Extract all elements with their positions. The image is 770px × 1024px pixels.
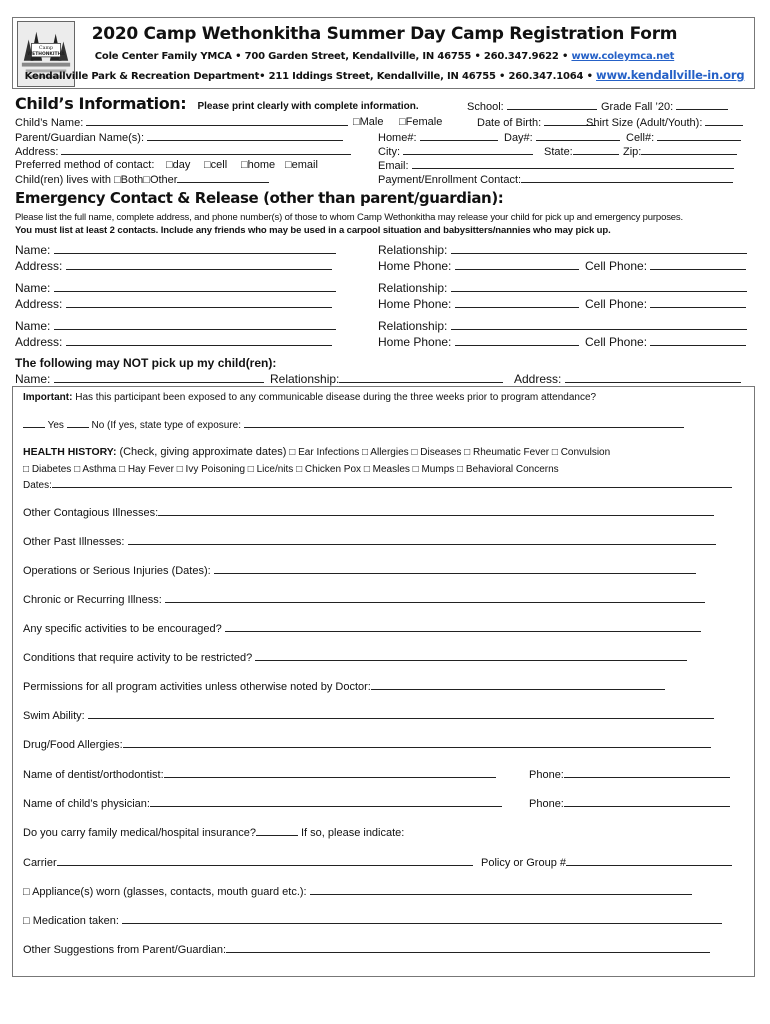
contact-2-cell-phone[interactable]: Cell Phone: (585, 298, 746, 311)
contact-2-name[interactable]: Name: (15, 282, 336, 295)
child-info-note: Please print clearly with complete information. (197, 101, 419, 112)
day-phone-field[interactable]: Day#: (504, 131, 620, 145)
contact-2-address[interactable]: Address: (15, 298, 332, 311)
not-pickup-name[interactable]: Name: (15, 373, 264, 386)
dob-field[interactable]: Date of Birth: (477, 116, 596, 130)
school-field[interactable]: School: (467, 100, 597, 114)
contact-2-home-phone[interactable]: Home Phone: (378, 298, 579, 311)
drug-food-allergies-field[interactable]: Drug/Food Allergies: (23, 738, 711, 752)
contact-email-checkbox[interactable]: □email (285, 159, 318, 171)
contact-3-cell-phone[interactable]: Cell Phone: (585, 336, 746, 349)
contact-1-cell-phone[interactable]: Cell Phone: (585, 260, 746, 273)
physician-phone-field[interactable]: Phone: (529, 797, 730, 811)
contact-3-home-phone[interactable]: Home Phone: (378, 336, 579, 349)
contact-1-name[interactable]: Name: (15, 244, 336, 257)
dates-field[interactable]: Dates: (23, 478, 732, 492)
ymca-address: Cole Center Family YMCA • 700 Garden Street, Kendallville, IN 46755 • 260.347.9622 • www.coleymca.net (94, 51, 675, 62)
health-section (12, 386, 755, 977)
grade-field[interactable]: Grade Fall ’20: (601, 100, 728, 114)
not-pickup-heading: The following may NOT pick up my child(ren): (15, 356, 277, 370)
emergency-instructions: Please list the full name, complete address, and phone number(s) of those to whom Camp Wethonkitha may release your child for pick up and emergency purposes. (15, 212, 684, 223)
activities-encouraged-field[interactable]: Any specific activities to be encouraged? (23, 622, 701, 636)
other-contagious-field[interactable]: Other Contagious Illnesses: (23, 506, 714, 520)
activity-restricted-field[interactable]: Conditions that require activity to be restricted? (23, 651, 687, 665)
operations-field[interactable]: Operations or Serious Injuries (Dates): (23, 564, 696, 578)
logo-text-1: Camp (38, 46, 54, 52)
payment-contact-field[interactable]: Payment/Enrollment Contact: (378, 173, 733, 187)
not-pickup-relationship[interactable]: Relationship: (270, 373, 503, 386)
cell-phone-field[interactable]: Cell#: (626, 131, 741, 145)
insurance-question[interactable]: Do you carry family medical/hospital insurance? If so, please indicate: (23, 827, 405, 839)
parent-name-field[interactable]: Parent/Guardian Name(s): (15, 131, 343, 145)
lives-with-field[interactable]: Child(ren) lives with □Both□Other (15, 173, 269, 187)
contact-3-relationship[interactable]: Relationship: (378, 320, 747, 333)
emergency-heading: Emergency Contact & Release (other than parent/guardian): (15, 189, 504, 207)
contact-cell-checkbox[interactable]: □cell (204, 159, 228, 171)
form-title: 2020 Camp Wethonkitha Summer Day Camp Registration Form (91, 24, 678, 44)
shirt-size-field[interactable]: Shirt Size (Adult/Youth): (586, 116, 743, 130)
contact-1-address[interactable]: Address: (15, 260, 332, 273)
contact-1-relationship[interactable]: Relationship: (378, 244, 747, 257)
chronic-illness-field[interactable]: Chronic or Recurring Illness: (23, 593, 705, 607)
home-phone-field[interactable]: Home#: (378, 131, 498, 145)
child-info-heading: Child’s Information: Please print clearly with complete information. (15, 94, 419, 113)
male-checkbox[interactable]: □Male (353, 116, 384, 128)
dentist-field[interactable]: Name of dentist/orthodontist: (23, 768, 496, 782)
contact-3-address[interactable]: Address: (15, 336, 332, 349)
city-field[interactable]: City: (378, 145, 533, 159)
not-pickup-address[interactable]: Address: (514, 373, 741, 386)
physician-field[interactable]: Name of child’s physician: (23, 797, 502, 811)
health-history: HEALTH HISTORY: (Check, giving approximate dates) □ Ear Infections □ Allergies □ Diseases □ Rheumatic Fever □ Convulsion (23, 446, 611, 458)
dentist-phone-field[interactable]: Phone: (529, 768, 730, 782)
contact-2-relationship[interactable]: Relationship: (378, 282, 747, 295)
email-field[interactable]: Email: (378, 159, 734, 173)
contact-3-name[interactable]: Name: (15, 320, 336, 333)
state-field[interactable]: State: (544, 145, 619, 159)
child-address-field[interactable]: Address: (15, 145, 351, 159)
carrier-field[interactable]: Carrier (23, 856, 473, 870)
contact-1-home-phone[interactable]: Home Phone: (378, 260, 579, 273)
conditions-row-2[interactable]: □ Diabetes □ Asthma □ Hay Fever □ Ivy Poisoning □ Lice/nits □ Chicken Pox □ Measles □ Mumps □ Behavioral Concerns (23, 464, 559, 475)
contact-home-checkbox[interactable]: □home (241, 159, 276, 171)
contact-preference: Preferred method of contact: (15, 159, 155, 171)
contact-day-checkbox[interactable]: □day (166, 159, 191, 171)
parks-link[interactable]: www.kendallville-in.org (596, 68, 745, 82)
logo-text-2: WETHONKITHA (27, 51, 65, 57)
policy-field[interactable]: Policy or Group # (481, 856, 732, 870)
ymca-link[interactable]: www.coleymca.net (571, 51, 675, 62)
permissions-field[interactable]: Permissions for all program activities unless otherwise noted by Doctor: (23, 680, 665, 694)
other-past-illnesses-field[interactable]: Other Past Illnesses: (23, 535, 716, 549)
zip-field[interactable]: Zip: (623, 145, 737, 159)
medication-field[interactable]: □ Medication taken: (23, 914, 722, 928)
appliance-field[interactable]: □ Appliance(s) worn (glasses, contacts, mouth guard etc.): (23, 885, 692, 899)
emergency-requirement: You must list at least 2 contacts. Include any friends who may be used in a carpool situation and babysitters/nannies who may pick up. (15, 225, 611, 236)
conditions-row-1: □ Ear Infections □ Allergies □ Diseases □ Rheumatic Fever □ Convulsion (289, 447, 611, 458)
female-checkbox[interactable]: □Female (399, 116, 443, 128)
swim-ability-field[interactable]: Swim Ability: (23, 709, 714, 723)
important-notice: Important: Has this participant been exposed to any communicable disease during the three weeks prior to program attendance? (23, 392, 597, 403)
child-name-field[interactable]: Child’s Name: (15, 116, 348, 130)
suggestions-field[interactable]: Other Suggestions from Parent/Guardian: (23, 943, 710, 957)
exposure-question[interactable]: Yes No (If yes, state type of exposure: (23, 418, 684, 432)
parks-address: Kendallville Park & Recreation Department• 211 Iddings Street, Kendallville, IN 46755 • 260.347.1064 • www.kendallville-in.org (24, 68, 745, 82)
header-box (12, 17, 755, 89)
